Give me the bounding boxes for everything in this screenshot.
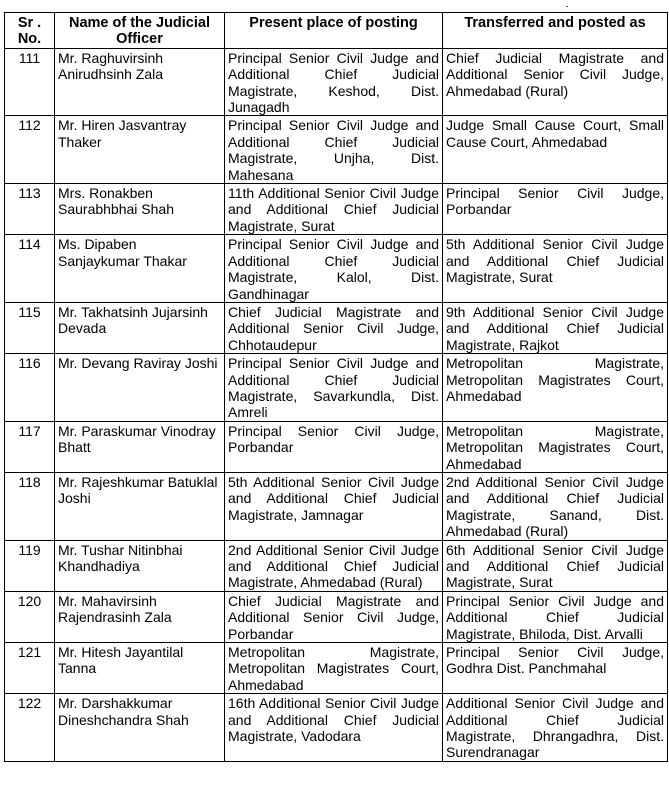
cell-sr-no: 114 [5,235,55,303]
cell-officer-name: Mrs. Ronakben Saurabhbhai Shah [55,184,225,235]
stray-mark [566,6,568,7]
cell-transferred-as: Principal Senior Civil Judge, Porbandar [443,184,668,235]
table-row [5,421,668,472]
cell-sr-no: 111 [5,48,55,116]
header-present-posting: Present place of posting [225,13,443,49]
cell-sr-no: 112 [5,116,55,184]
cell-sr-no: 119 [5,540,55,591]
cell-sr-no: 115 [5,302,55,353]
cell-sr-no: 113 [5,184,55,235]
cell-officer-name: Mr. Tushar Nitinbhai Khandhadiya [55,540,225,591]
cell-present-posting: Metropolitan Magistrate, Metropolitan Magistrates Court, Ahmedabad [225,643,443,694]
table-row [5,472,668,540]
cell-sr-no: 121 [5,643,55,694]
cell-transferred-as: 6th Additional Senior Civil Judge and Additional Chief Judicial Magistrate, Surat [443,540,668,591]
cell-present-posting: 5th Additional Senior Civil Judge and Additional Chief Judicial Magistrate, Jamnagar [225,472,443,540]
table-row [5,116,668,184]
cell-transferred-as: 2nd Additional Senior Civil Judge and Additional Chief Judicial Magistrate, Sanand, Dist. Ahmedabad (Rural) [443,472,668,540]
cell-transferred-as: Principal Senior Civil Judge, Godhra Dist. Panchmahal [443,643,668,694]
cell-officer-name: Mr. Hiren Jasvantray Thaker [55,116,225,184]
cell-officer-name: Mr. Hitesh Jayantilal Tanna [55,643,225,694]
cell-transferred-as: Additional Senior Civil Judge and Additional Chief Judicial Magistrate, Dhrangadhra, Dist. Surendranagar [443,694,668,762]
header-sr-no: Sr . No. [5,13,55,49]
cell-sr-no: 122 [5,694,55,762]
table-row [5,591,668,642]
table-row [5,694,668,762]
cell-transferred-as: 5th Additional Senior Civil Judge and Additional Chief Judicial Magistrate, Surat [443,235,668,303]
cell-present-posting: 2nd Additional Senior Civil Judge and Additional Chief Judicial Magistrate, Ahmedabad (Rural) [225,540,443,591]
cell-present-posting: Chief Judicial Magistrate and Additional Senior Civil Judge, Porbandar [225,591,443,642]
cell-officer-name: Mr. Devang Raviray Joshi [55,354,225,422]
cell-officer-name: Ms. Dipaben Sanjaykumar Thakar [55,235,225,303]
cell-transferred-as: Chief Judicial Magistrate and Additional Senior Civil Judge, Ahmedabad (Rural) [443,48,668,116]
table-row [5,540,668,591]
cell-present-posting: Principal Senior Civil Judge and Additional Chief Judicial Magistrate, Keshod, Dist. Junagadh [225,48,443,116]
cell-officer-name: Mr. Raghuvirsinh Anirudhsinh Zala [55,48,225,116]
table-row [5,302,668,353]
cell-officer-name: Mr. Paraskumar Vinodray Bhatt [55,421,225,472]
header-officer-name: Name of the Judicial Officer [55,13,225,49]
cell-transferred-as: Principal Senior Civil Judge and Additional Chief Judicial Magistrate, Bhiloda, Dist. Arvalli [443,591,668,642]
cell-present-posting: Principal Senior Civil Judge and Additional Chief Judicial Magistrate, Savarkundla, Dist. Amreli [225,354,443,422]
cell-officer-name: Mr. Rajeshkumar Batuklal Joshi [55,472,225,540]
table-row [5,643,668,694]
cell-officer-name: Mr. Mahavirsinh Rajendrasinh Zala [55,591,225,642]
cell-sr-no: 117 [5,421,55,472]
table-row [5,354,668,422]
cell-sr-no: 120 [5,591,55,642]
table-row [5,235,668,303]
cell-present-posting: Principal Senior Civil Judge and Additional Chief Judicial Magistrate, Kalol, Dist. Gandhinagar [225,235,443,303]
cell-present-posting: Chief Judicial Magistrate and Additional Senior Civil Judge, Chhotaudepur [225,302,443,353]
cell-transferred-as: 9th Additional Senior Civil Judge and Additional Chief Judicial Magistrate, Rajkot [443,302,668,353]
table-body [5,48,668,761]
cell-present-posting: 16th Additional Senior Civil Judge and Additional Chief Judicial Magistrate, Vadodara [225,694,443,762]
cell-present-posting: Principal Senior Civil Judge, Porbandar [225,421,443,472]
table-row [5,184,668,235]
cell-officer-name: Mr. Darshakkumar Dineshchandra Shah [55,694,225,762]
cell-officer-name: Mr. Takhatsinh Jujarsinh Devada [55,302,225,353]
table-row [5,48,668,116]
table-header-row [5,13,668,49]
cell-transferred-as: Judge Small Cause Court, Small Cause Court, Ahmedabad [443,116,668,184]
transfer-table [4,12,668,762]
cell-sr-no: 116 [5,354,55,422]
cell-sr-no: 118 [5,472,55,540]
cell-present-posting: 11th Additional Senior Civil Judge and Additional Chief Judicial Magistrate, Surat [225,184,443,235]
cell-present-posting: Principal Senior Civil Judge and Additional Chief Judicial Magistrate, Unjha, Dist. Mahesana [225,116,443,184]
cell-transferred-as: Metropolitan Magistrate, Metropolitan Magistrates Court, Ahmedabad [443,354,668,422]
header-transferred-as: Transferred and posted as [443,13,668,49]
cell-transferred-as: Metropolitan Magistrate, Metropolitan Magistrates Court, Ahmedabad [443,421,668,472]
